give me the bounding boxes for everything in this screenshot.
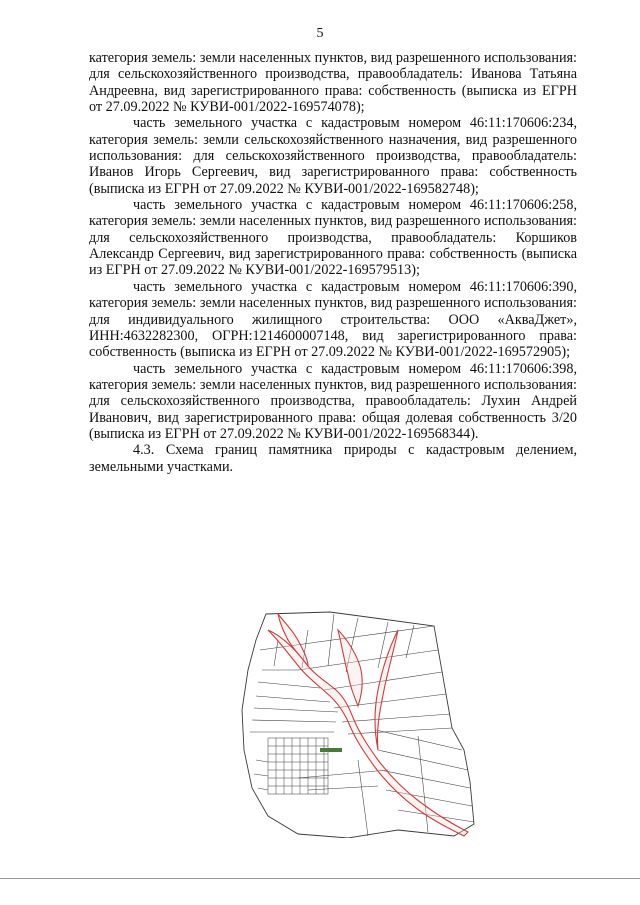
map-label xyxy=(320,748,342,752)
bottom-rule xyxy=(0,878,640,879)
paragraph: часть земельного участка с кадастровым номером 46:11:170606:398, категория земель: земли населенных пунктов, вид разрешенного использования: для сельскохозяйственного производства, правообладатель: Лухин Андрей Иванович, вид зарегистрированного права: общая долевая собственность 3/20 (выписка из ЕГРН от 27.09.2022 № КУВИ-001/2022-169568344). xyxy=(89,360,577,442)
village-grid xyxy=(254,738,328,794)
paragraph: категория земель: земли населенных пунктов, вид разрешенного использования: для сельскохозяйственного производства, правообладатель: Иванова Татьяна Андреевна, вид зарегистрированного права: собственность (выписка из ЕГРН от 27.09.2022 № КУВИ-001/2022-169574078); xyxy=(89,50,577,116)
paragraph: часть земельного участка с кадастровым номером 46:11:170606:390, категория земель: земли населенных пунктов, вид разрешенного использования: для индивидуального жилищного строительства: ООО «АкваДжет», ИНН:4632282300, ОГРН:1214600007148, вид зарегистрированного права: собственность (выписка из ЕГРН от 27.09.2022 № КУВИ-001/2022-169572905); xyxy=(89,278,577,361)
body-text xyxy=(89,50,577,475)
section-heading: 4.3. Схема границ памятника природы с кадастровым делением, земельными участками. xyxy=(89,442,577,475)
cadastral-map xyxy=(238,610,476,838)
paragraph: часть земельного участка с кадастровым номером 46:11:170606:234, категория земель: земли сельскохозяйственного назначения, вид разрешенного использования: для сельскохозяйственного производства, правообладатель: Иванов Игорь Сергеевич, вид зарегистрированного права: собственность (выписка из ЕГРН от 27.09.2022 № КУВИ-001/2022-169582748); xyxy=(89,115,577,197)
map-outline xyxy=(242,612,474,838)
page-number: 5 xyxy=(316,26,324,41)
paragraph: часть земельного участка с кадастровым номером 46:11:170606:258, категория земель: земли населенных пунктов, вид разрешенного использования: для сельскохозяйственного производства, правообладатель: Коршиков Александр Сергеевич, вид зарегистрированного права: собственность (выписка из ЕГРН от 27.09.2022 № КУВИ-001/2022-169579513); xyxy=(89,197,577,279)
